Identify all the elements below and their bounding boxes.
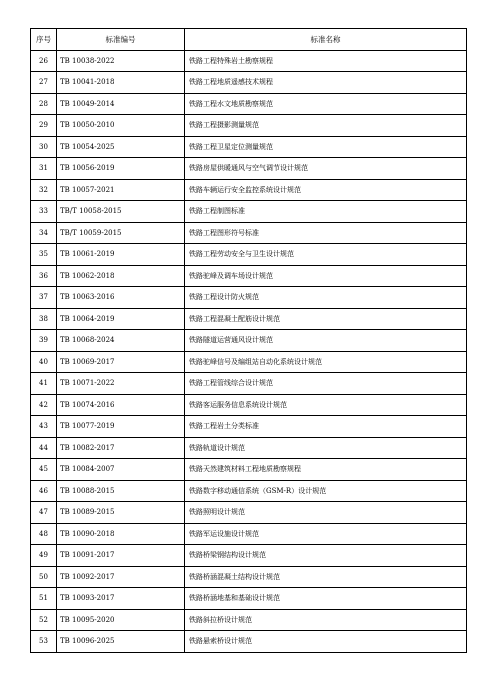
standard-code-cell: TB 10049-2014 bbox=[57, 93, 185, 115]
table-row bbox=[31, 416, 467, 438]
seq-cell: 49 bbox=[31, 545, 57, 567]
table-row bbox=[31, 93, 467, 115]
table-row bbox=[31, 566, 467, 588]
header-seq: 序号 bbox=[31, 29, 57, 51]
standard-code-cell: TB 10074-2016 bbox=[57, 394, 185, 416]
standard-name-cell: 铁路照明设计规范 bbox=[185, 502, 467, 524]
standard-name-cell: 铁路客运服务信息系统设计规范 bbox=[185, 394, 467, 416]
standard-name-cell: 铁路桥涵混凝土结构设计规范 bbox=[185, 566, 467, 588]
standard-code-cell: TB 10092-2017 bbox=[57, 566, 185, 588]
table-row bbox=[31, 72, 467, 94]
standard-name-cell: 铁路工程水文地质勘察规范 bbox=[185, 93, 467, 115]
table-row bbox=[31, 394, 467, 416]
table-row bbox=[31, 287, 467, 309]
standard-name-cell: 铁路工程劳动安全与卫生设计规范 bbox=[185, 244, 467, 266]
seq-cell: 30 bbox=[31, 136, 57, 158]
table-row bbox=[31, 480, 467, 502]
table-row bbox=[31, 158, 467, 180]
seq-cell: 46 bbox=[31, 480, 57, 502]
standard-code-cell: TB 10090-2018 bbox=[57, 523, 185, 545]
seq-cell: 29 bbox=[31, 115, 57, 137]
seq-cell: 51 bbox=[31, 588, 57, 610]
standard-name-cell: 铁路斜拉桥设计规范 bbox=[185, 609, 467, 631]
standard-code-cell: TB 10088-2015 bbox=[57, 480, 185, 502]
table-row bbox=[31, 459, 467, 481]
table-row bbox=[31, 437, 467, 459]
header-standard-code: 标准编号 bbox=[57, 29, 185, 51]
table-row bbox=[31, 609, 467, 631]
standard-code-cell: TB 10064-2019 bbox=[57, 308, 185, 330]
standard-code-cell: TB 10091-2017 bbox=[57, 545, 185, 567]
standard-name-cell: 铁路工程图形符号标准 bbox=[185, 222, 467, 244]
seq-cell: 41 bbox=[31, 373, 57, 395]
standard-code-cell: TB/T 10058-2015 bbox=[57, 201, 185, 223]
seq-cell: 40 bbox=[31, 351, 57, 373]
standard-name-cell: 铁路军运设施设计规范 bbox=[185, 523, 467, 545]
standard-name-cell: 铁路工程管线综合设计规范 bbox=[185, 373, 467, 395]
seq-cell: 47 bbox=[31, 502, 57, 524]
table-row bbox=[31, 136, 467, 158]
standard-name-cell: 铁路驼峰及调车场设计规范 bbox=[185, 265, 467, 287]
standard-code-cell: TB 10041-2018 bbox=[57, 72, 185, 94]
standard-code-cell: TB 10089-2015 bbox=[57, 502, 185, 524]
standard-code-cell: TB 10096-2025 bbox=[57, 631, 185, 653]
standard-code-cell: TB 10068-2024 bbox=[57, 330, 185, 352]
standards-table bbox=[30, 28, 467, 653]
seq-cell: 36 bbox=[31, 265, 57, 287]
table-row bbox=[31, 308, 467, 330]
seq-cell: 42 bbox=[31, 394, 57, 416]
seq-cell: 45 bbox=[31, 459, 57, 481]
seq-cell: 44 bbox=[31, 437, 57, 459]
standard-name-cell: 铁路工程摄影测量规范 bbox=[185, 115, 467, 137]
seq-cell: 31 bbox=[31, 158, 57, 180]
seq-cell: 43 bbox=[31, 416, 57, 438]
standard-code-cell: TB 10082-2017 bbox=[57, 437, 185, 459]
table-row bbox=[31, 201, 467, 223]
table-row bbox=[31, 523, 467, 545]
standard-name-cell: 铁路驼峰信号及编组站自动化系统设计规范 bbox=[185, 351, 467, 373]
standard-code-cell: TB 10077-2019 bbox=[57, 416, 185, 438]
standard-code-cell: TB 10063-2016 bbox=[57, 287, 185, 309]
table-row bbox=[31, 588, 467, 610]
table-row bbox=[31, 545, 467, 567]
table-row bbox=[31, 330, 467, 352]
standard-code-cell: TB 10061-2019 bbox=[57, 244, 185, 266]
standard-name-cell: 铁路工程岩土分类标准 bbox=[185, 416, 467, 438]
seq-cell: 37 bbox=[31, 287, 57, 309]
table-row bbox=[31, 115, 467, 137]
standard-name-cell: 铁路轨道设计规范 bbox=[185, 437, 467, 459]
table-header-row bbox=[31, 29, 467, 51]
seq-cell: 39 bbox=[31, 330, 57, 352]
seq-cell: 52 bbox=[31, 609, 57, 631]
table-row bbox=[31, 631, 467, 653]
table-body bbox=[31, 50, 467, 652]
standard-name-cell: 铁路车辆运行安全监控系统设计规范 bbox=[185, 179, 467, 201]
standard-name-cell: 铁路桥涵地基和基础设计规范 bbox=[185, 588, 467, 610]
table-row bbox=[31, 351, 467, 373]
standard-code-cell: TB 10056-2019 bbox=[57, 158, 185, 180]
seq-cell: 34 bbox=[31, 222, 57, 244]
standard-name-cell: 铁路隧道运营通风设计规范 bbox=[185, 330, 467, 352]
standard-name-cell: 铁路工程特殊岩土勘察规程 bbox=[185, 50, 467, 72]
table-row bbox=[31, 222, 467, 244]
standard-code-cell: TB 10095-2020 bbox=[57, 609, 185, 631]
seq-cell: 27 bbox=[31, 72, 57, 94]
table-row bbox=[31, 50, 467, 72]
standard-name-cell: 铁路工程混凝土配筋设计规范 bbox=[185, 308, 467, 330]
seq-cell: 26 bbox=[31, 50, 57, 72]
table-row bbox=[31, 265, 467, 287]
standard-name-cell: 铁路悬索桥设计规范 bbox=[185, 631, 467, 653]
standard-code-cell: TB 10062-2018 bbox=[57, 265, 185, 287]
standard-name-cell: 铁路工程制图标准 bbox=[185, 201, 467, 223]
standard-code-cell: TB 10038-2022 bbox=[57, 50, 185, 72]
standard-name-cell: 铁路桥梁钢结构设计规范 bbox=[185, 545, 467, 567]
table-row bbox=[31, 244, 467, 266]
standard-code-cell: TB 10084-2007 bbox=[57, 459, 185, 481]
seq-cell: 50 bbox=[31, 566, 57, 588]
standard-code-cell: TB 10054-2025 bbox=[57, 136, 185, 158]
standard-name-cell: 铁路数字移动通信系统（GSM-R）设计规范 bbox=[185, 480, 467, 502]
standard-code-cell: TB 10071-2022 bbox=[57, 373, 185, 395]
seq-cell: 35 bbox=[31, 244, 57, 266]
seq-cell: 28 bbox=[31, 93, 57, 115]
table-row bbox=[31, 373, 467, 395]
standard-name-cell: 铁路工程设计防火规范 bbox=[185, 287, 467, 309]
seq-cell: 48 bbox=[31, 523, 57, 545]
standard-code-cell: TB 10050-2010 bbox=[57, 115, 185, 137]
standard-name-cell: 铁路房屋供暖通风与空气调节设计规范 bbox=[185, 158, 467, 180]
seq-cell: 32 bbox=[31, 179, 57, 201]
standard-code-cell: TB 10069-2017 bbox=[57, 351, 185, 373]
standard-code-cell: TB 10093-2017 bbox=[57, 588, 185, 610]
header-standard-name: 标准名称 bbox=[185, 29, 467, 51]
seq-cell: 38 bbox=[31, 308, 57, 330]
standard-name-cell: 铁路天然建筑材料工程地质勘察规程 bbox=[185, 459, 467, 481]
table-row bbox=[31, 502, 467, 524]
seq-cell: 53 bbox=[31, 631, 57, 653]
seq-cell: 33 bbox=[31, 201, 57, 223]
standard-code-cell: TB 10057-2021 bbox=[57, 179, 185, 201]
table-row bbox=[31, 179, 467, 201]
standard-name-cell: 铁路工程地质遥感技术规程 bbox=[185, 72, 467, 94]
standard-code-cell: TB/T 10059-2015 bbox=[57, 222, 185, 244]
standard-name-cell: 铁路工程卫星定位测量规范 bbox=[185, 136, 467, 158]
